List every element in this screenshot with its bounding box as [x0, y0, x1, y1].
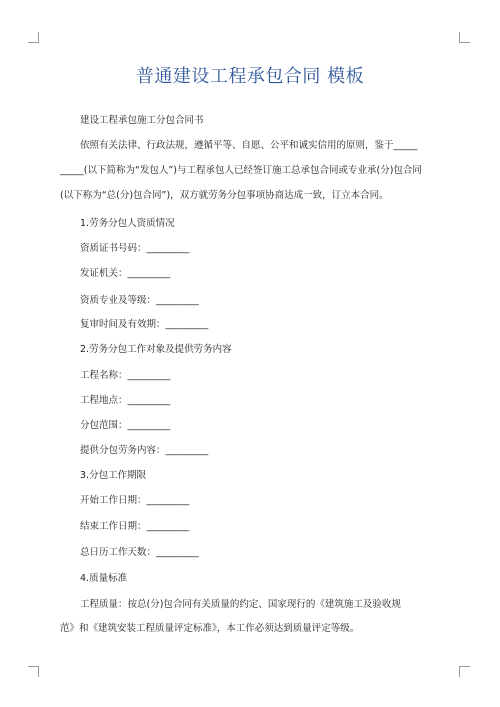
review-validity: 复审时间及有效期：_________ — [80, 319, 209, 330]
document-title: 普通建设工程承包合同 模板 — [135, 66, 365, 87]
intro-line-3: (以下称为“总(分)包合同”)，双方就劳务分包事项协商达成一致，订立本合同。 — [60, 190, 389, 201]
page-corner-mark-bottom-left — [28, 666, 39, 677]
project-name: 工程名称：_________ — [80, 370, 171, 381]
subcontract-scope: 分包范围：_________ — [80, 420, 171, 431]
quality-line-2: 范》和《建筑安装工程质量评定标准》，本工作必须达到质量评定等级。 — [60, 623, 360, 634]
qualification-grade: 资质专业及等级：_________ — [80, 295, 199, 306]
section-2-title: 2.劳务分包工作对象及提供劳务内容 — [80, 344, 232, 355]
section-4-title: 4.质量标准 — [80, 573, 128, 584]
section-3-title: 3.分包工作期限 — [80, 470, 147, 481]
page-corner-mark-top-right — [459, 32, 470, 43]
issuing-authority: 发证机关：_________ — [80, 268, 171, 279]
labor-content: 提供分包劳务内容：_________ — [80, 445, 209, 456]
contract-heading: 建设工程承包施工分包合同书 — [80, 115, 204, 126]
page-corner-mark-bottom-right — [459, 666, 470, 677]
page-corner-mark-top-left — [28, 32, 39, 43]
total-calendar-days: 总日历工作天数：_________ — [80, 547, 199, 558]
end-date: 结束工作日期：_________ — [80, 521, 190, 532]
project-location: 工程地点：_________ — [80, 395, 171, 406]
intro-line-1: 依照有关法律、行政法规，遵循平等、自愿、公平和诚实信用的原则，鉴于_____ — [80, 140, 418, 151]
intro-line-2: _____(以下简称为“发包人”)与工程承包人已经签订施工总承包合同或专业承(分)包合同 — [60, 165, 422, 176]
quality-line-1: 工程质量：按总(分)包合同有关质量的约定、国家现行的《建筑施工及验收规 — [80, 599, 401, 610]
section-1-title: 1.劳务分包人资质情况 — [80, 218, 175, 229]
start-date: 开始工作日期：_________ — [80, 495, 190, 506]
qualification-cert-number: 资质证书号码：_________ — [80, 243, 190, 254]
